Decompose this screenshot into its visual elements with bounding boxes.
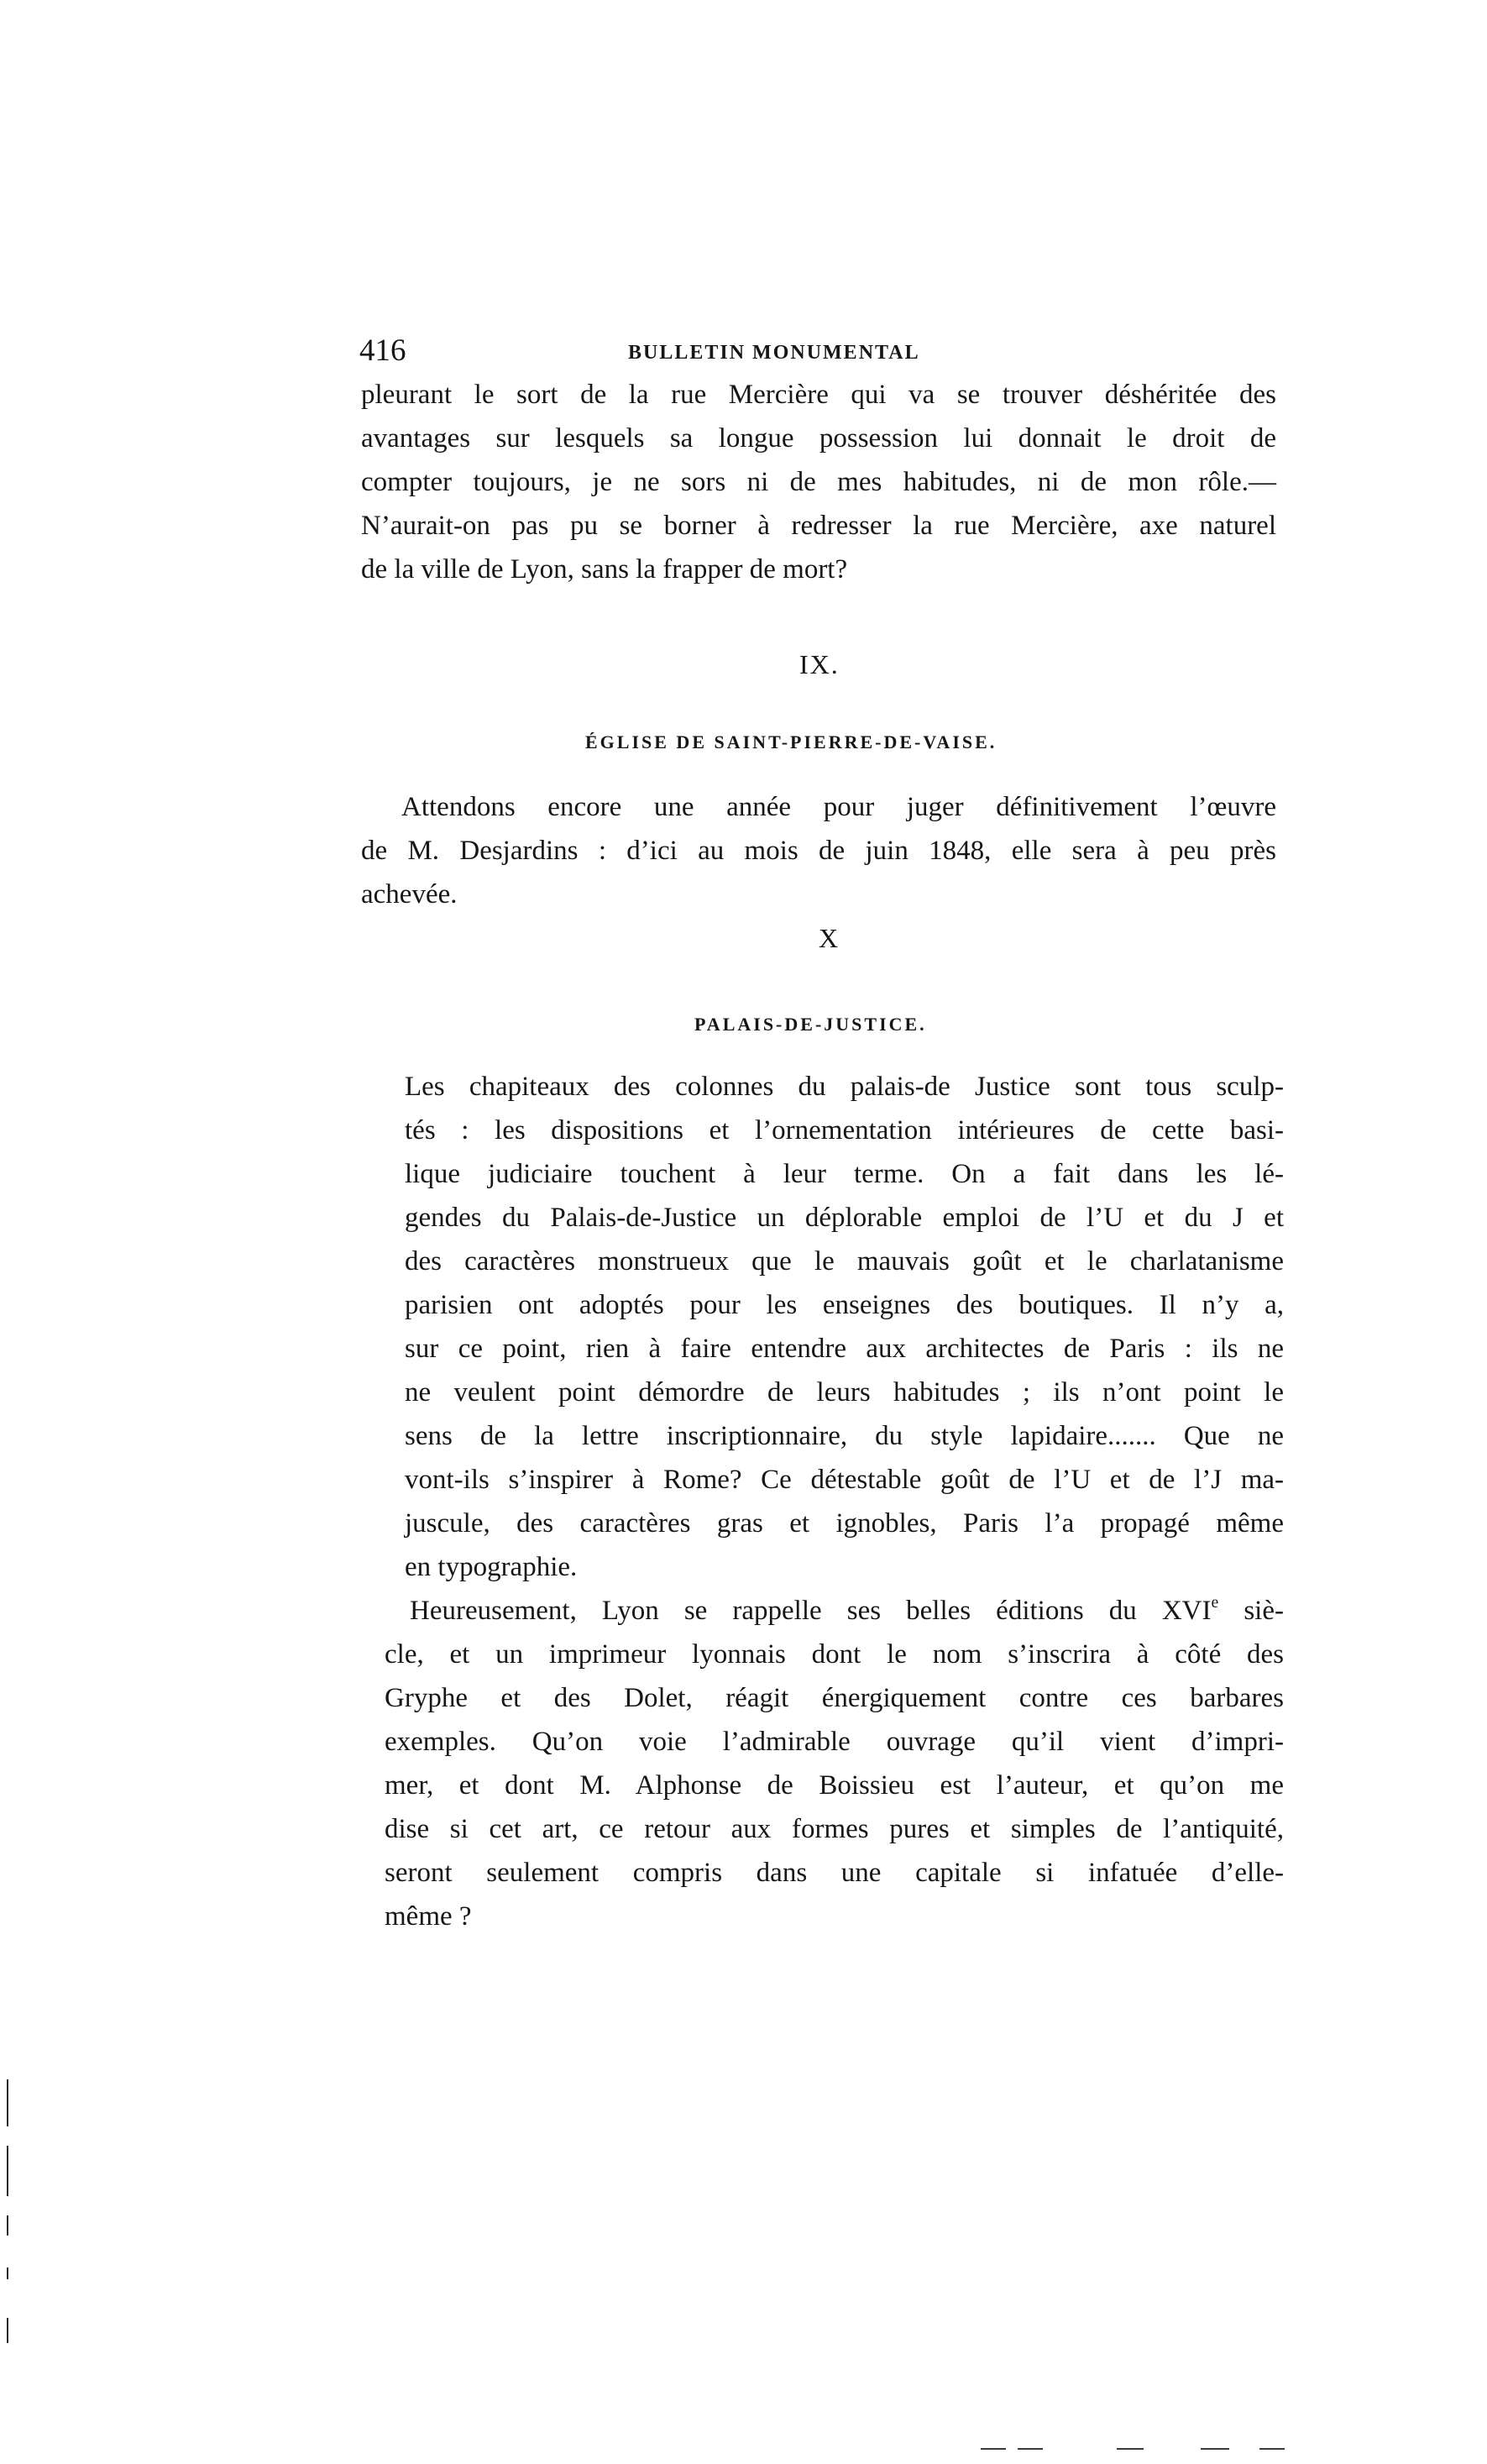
text-line: sur ce point, rien à faire entendre aux architectes de Paris : ils ne — [405, 1334, 1284, 1364]
text-line: juscule, des caractères gras et ignobles, Paris l’a propagé même — [405, 1508, 1284, 1539]
text-line: parisien ont adoptés pour les enseignes des boutiques. Il n’y a, — [405, 1290, 1284, 1320]
running-title: BULLETIN MONUMENTAL — [628, 342, 920, 364]
text-line: de la ville de Lyon, sans la frapper de mort? — [361, 554, 848, 585]
text-line: pleurant le sort de la rue Mercière qui va se trouver déshéritée des — [361, 380, 1276, 410]
text-line: achevée. — [361, 879, 458, 910]
scan-bottom-mark — [1201, 2448, 1229, 2450]
scan-margin-mark — [7, 2267, 8, 2279]
page-header — [359, 330, 1275, 372]
scan-bottom-mark — [981, 2448, 1006, 2450]
superscript: e — [1211, 1593, 1219, 1612]
scan-bottom-mark — [1259, 2448, 1285, 2450]
text-line: compter toujours, je ne sors ni de mes habitudes, ni de mon rôle.— — [361, 467, 1276, 497]
text-line: Gryphe et des Dolet, réagit énergiquement contre ces barbares — [385, 1683, 1284, 1713]
text-line: exemples. Qu’on voie l’admirable ouvrage qu’il vient d’impri- — [385, 1727, 1284, 1757]
text-line: N’aurait-on pas pu se borner à redresser la rue Mercière, axe naturel — [361, 511, 1276, 541]
page-number: 416 — [359, 333, 406, 368]
text-line: gendes du Palais-de-Justice un déplorable emploi de l’U et du J et — [405, 1203, 1284, 1233]
text-line: vont-ils s’inspirer à Rome? Ce détestable goût de l’U et de l’J ma- — [405, 1465, 1284, 1495]
section-number: IX. — [799, 649, 840, 679]
text-line: tés : les dispositions et l’ornementation intérieures de cette basi- — [405, 1115, 1284, 1145]
text-line: Heureusement, Lyon se rappelle ses belles éditions du XVIe siè- — [410, 1593, 1284, 1626]
text-line: dise si cet art, ce retour aux formes pures et simples de l’antiquité, — [385, 1814, 1284, 1844]
section-title: ÉGLISE DE SAINT-PIERRE-DE-VAISE. — [585, 731, 997, 752]
scan-margin-mark — [7, 2146, 8, 2196]
text-line: de M. Desjardins : d’ici au mois de juin 1848, elle sera à peu près — [361, 836, 1276, 866]
text-line: mer, et dont M. Alphonse de Boissieu est l’auteur, et qu’on me — [385, 1770, 1284, 1801]
text-line: même ? — [385, 1901, 472, 1932]
text-line: sens de la lettre inscriptionnaire, du style lapidaire....... Que ne — [405, 1421, 1284, 1451]
scan-bottom-mark — [1018, 2448, 1043, 2450]
text-line: Attendons encore une année pour juger définitivement l’œuvre — [401, 792, 1276, 822]
text-line: avantages sur lesquels sa longue possession lui donnait le droit de — [361, 423, 1276, 453]
scan-bottom-mark — [1117, 2448, 1144, 2450]
section-title: PALAIS-DE-JUSTICE. — [694, 1014, 927, 1035]
text-line: ne veulent point démordre de leurs habitudes ; ils n’ont point le — [405, 1377, 1284, 1408]
text-line: cle, et un imprimeur lyonnais dont le nom s’inscrira à côté des — [385, 1639, 1284, 1670]
scan-margin-mark — [7, 2318, 8, 2343]
scan-margin-mark — [7, 2079, 8, 2126]
scan-margin-mark — [7, 2215, 8, 2236]
section-number: X — [819, 923, 840, 953]
text-line: seront seulement compris dans une capitale si infatuée d’elle- — [385, 1858, 1284, 1888]
text-line: en typographie. — [405, 1552, 578, 1582]
text-line: lique judiciaire touchent à leur terme. On a fait dans les lé- — [405, 1159, 1284, 1189]
text-line: des caractères monstrueux que le mauvais goût et le charlatanisme — [405, 1246, 1284, 1277]
text-line: Les chapiteaux des colonnes du palais-de Justice sont tous sculp- — [405, 1072, 1284, 1102]
